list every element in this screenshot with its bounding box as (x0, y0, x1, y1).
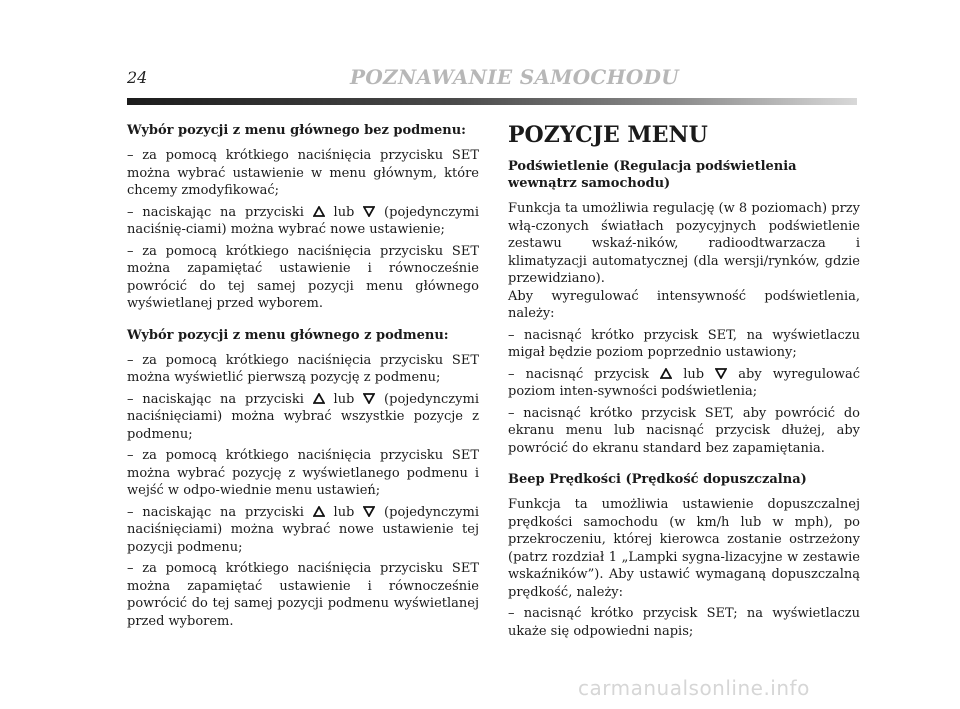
paragraph: – nacisnąć krótko przycisk SET, na wyświetlaczu migał będzie poziom poprzednio ustawiony; (508, 327, 860, 360)
page-number: 24 (127, 68, 148, 87)
triangle-down-icon (363, 206, 375, 217)
paragraph: Funkcja ta umożliwia regulację (w 8 poziomach) przy włą-czonych światłach pozycyjnych podświetlenie zestawu wskaź-ników, radioodtwarzacza i klimatyzacji automatycznej (dla wersji/rynków, gdzie przewidziano). (508, 201, 860, 286)
paragraph: – za pomocą krótkiego naciśnięcia przycisku SET można wyświetlić pierwszą pozycję z podmenu; (127, 352, 479, 385)
header-divider (127, 98, 857, 105)
text: lub (333, 391, 355, 407)
text: lub (333, 204, 355, 220)
text: (pojedynczymi naciśnięciami) można wybrać nowe ustawienie tej pozycji podmenu; (127, 504, 479, 555)
paragraph: – nacisnąć krótko przycisk SET; na wyświetlaczu ukaże się odpowiedni napis; (508, 606, 860, 639)
heading-with-submenu: Wybór pozycji z menu głównego z podmenu: (127, 327, 449, 343)
triangle-down-icon (363, 506, 375, 517)
triangle-up-icon (313, 206, 325, 217)
paragraph (127, 391, 479, 444)
menu-items-title: POZYCJE MENU (508, 122, 708, 148)
paragraph: Aby wyregulować intensywność podświetlenia, należy: (508, 288, 860, 321)
triangle-down-icon (715, 368, 727, 379)
paragraph: – za pomocą krótkiego naciśnięcia przycisku SET można wybrać pozycję z wyświetlanego podmenu i wejść w odpo-wiednie menu ustawień; (127, 448, 479, 498)
text: aby wyregulować poziom inten-sywności podświetlenia; (508, 366, 860, 399)
text: – naciskając na przyciski (127, 391, 304, 407)
watermark: carmanualsonline.info (578, 676, 810, 700)
text: – naciskając na przyciski (127, 504, 304, 520)
text: lub (333, 504, 355, 520)
text: – nacisnąć przycisk (508, 366, 650, 382)
left-column (127, 122, 479, 634)
paragraph: – nacisnąć krótko przycisk SET, aby powrócić do ekranu menu lub nacisnąć przycisk dłużej, aby powrócić do ekranu standard bez zapamiętania. (508, 405, 860, 456)
heading-speed-beep: Beep Prędkości (Prędkość dopuszczalna) (508, 472, 807, 487)
section-title: POZNAWANIE SAMOCHODU (350, 65, 679, 89)
text: (pojedynczymi naciśnię-ciami) można wybrać nowe ustawienie; (127, 204, 479, 237)
text: (pojedynczymi naciśnięciami) można wybrać wszystkie pozycje z podmenu; (127, 391, 479, 442)
heading-no-submenu: Wybór pozycji z menu głównego bez podmenu: (127, 123, 466, 138)
paragraph (127, 204, 479, 239)
right-column (508, 122, 860, 644)
triangle-up-icon (313, 506, 325, 517)
text: – naciskając na przyciski (127, 204, 304, 220)
paragraph: – za pomocą krótkiego naciśnięcia przycisku SET można wybrać ustawienie w menu głównym, które chcemy zmodyfikować; (127, 148, 479, 198)
paragraph: – za pomocą krótkiego naciśnięcia przycisku SET można zapamiętać ustawienie i równocześnie powrócić do tej samej pozycji podmenu wyświetlanej przed wyborem. (127, 561, 479, 629)
triangle-up-icon (660, 368, 672, 379)
paragraph (508, 366, 860, 401)
text: lub (683, 366, 705, 382)
triangle-down-icon (363, 393, 375, 404)
heading-backlight: Podświetlenie (Regulacja podświetlenia wewnątrz samochodu) (508, 159, 797, 191)
triangle-up-icon (313, 393, 325, 404)
paragraph (127, 504, 479, 557)
paragraph: Funkcja ta umożliwia ustawienie dopuszczalnej prędkości samochodu (w km/h lub w mph), po przekroczeniu, której kierowca zostanie ostrzeżony (patrz rozdział 1 „Lampki sygna-lizacyjne w zestawie wskaźników”). Aby ustawić wymaganą dopuszczalną prędkość, należy: (508, 497, 860, 600)
paragraph: – za pomocą krótkiego naciśnięcia przycisku SET można zapamiętać ustawienie i równocześnie powrócić do tej samej pozycji menu głównego wyświetlanej przed wyborem. (127, 243, 479, 311)
